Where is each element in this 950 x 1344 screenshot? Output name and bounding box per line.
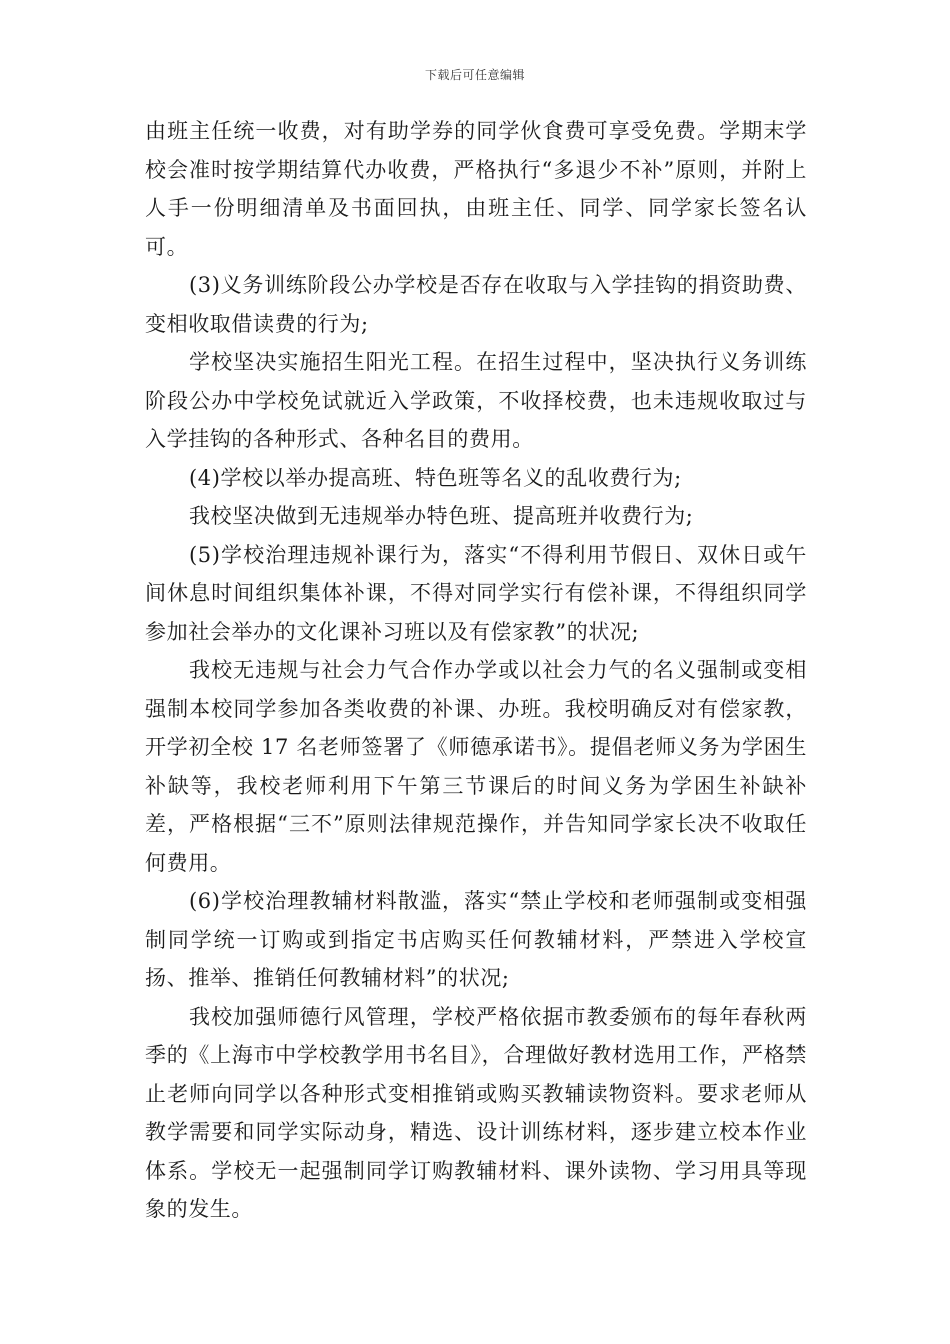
paragraph: (3)义务训练阶段公办学校是否存在收取与入学挂钩的捐资助费、变相收取借读费的行为; bbox=[145, 273, 807, 336]
document-body bbox=[145, 112, 807, 1229]
page-header: 下载后可任意编辑 bbox=[424, 68, 525, 82]
paragraph: 我校坚决做到无违规举办特色班、提高班并收费行为; bbox=[189, 504, 694, 528]
paragraph: 学校坚决实施招生阳光工程。在招生过程中，坚决执行义务训练阶段公办中学校免试就近入学政策，不收择校费，也未违规收取过与入学挂钩的各种形式、各种名目的费用。 bbox=[145, 350, 807, 451]
paragraph: 我校加强师德行风管理，学校严格依据市教委颁布的每年春秋两季的《上海市中学校教学用书名目》，合理做好教材选用工作，严格禁止老师向同学以各种形式变相推销或购买教辅读物资料。要求老师从教学需要和同学实际动身，精选、设计训练材料，逐步建立校本作业体系。学校无一起强制同学订购教辅材料、课外读物、学习用具等现象的发生。 bbox=[145, 1004, 807, 1221]
paragraph: (5)学校治理违规补课行为，落实“不得利用节假日、双休日或午间休息时间组织集体补课，不得对同学实行有偿补课，不得组织同学参加社会举办的文化课补习班以及有偿家教”的状况; bbox=[145, 542, 807, 644]
paragraph: (6)学校治理教辅材料散滥，落实“禁止学校和老师强制或变相强制同学统一订购或到指定书店购买任何教辅材料，严禁进入学校宣扬、推举、推销任何教辅材料”的状况; bbox=[145, 889, 807, 990]
paragraph: 由班主任统一收费，对有助学券的同学伙食费可享受免费。学期末学校会准时按学期结算代办收费，严格执行“多退少不补”原则，并附上人手一份明细清单及书面回执，由班主任、同学、同学家长签名认可。 bbox=[145, 119, 807, 259]
paragraph: (4)学校以举办提高班、特色班等名义的乱收费行为; bbox=[189, 465, 682, 490]
paragraph: 我校无违规与社会力气合作办学或以社会力气的名义强制或变相强制本校同学参加各类收费的补课、办班。我校明确反对有偿家教，开学初全校 17 名老师签署了《师德承诺书》。提倡老师义务为学困生补缺等，我校老师利用下午第三节课后的时间义务为学困生补缺补差，严格根据“三不”原则法律规范操作，并告知同学家长决不收取任何费用。 bbox=[145, 658, 807, 875]
